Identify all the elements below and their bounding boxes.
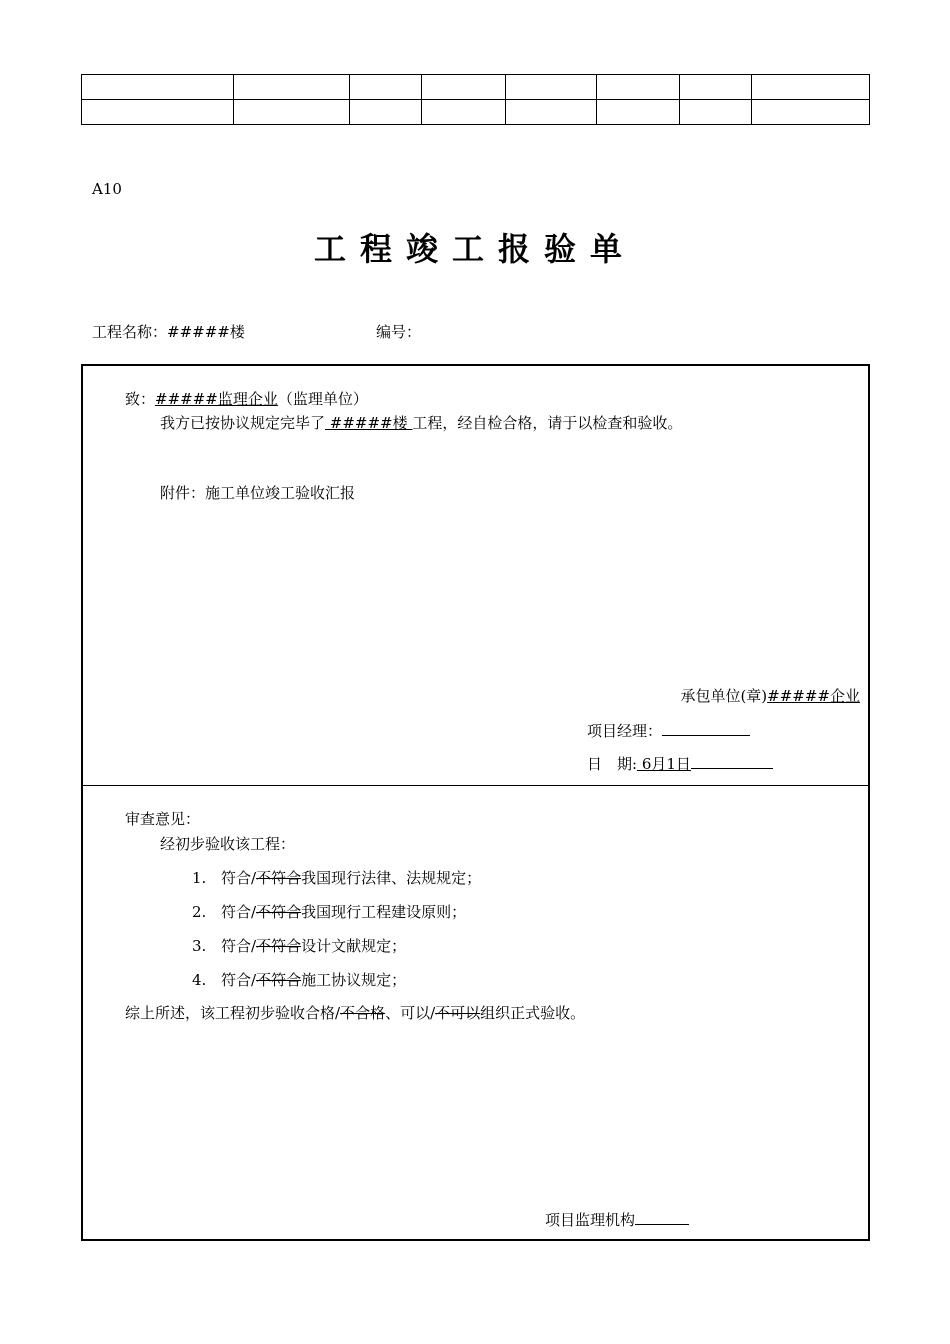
review-item-number: 2. xyxy=(192,903,207,921)
page-title: 工程竣工报验单 xyxy=(313,230,636,268)
section-divider xyxy=(83,785,868,786)
date-blank xyxy=(691,754,773,769)
declaration-suffix: 工程，经自检合格，请于以检查和验收。 xyxy=(412,414,683,432)
project-name-label: 工程名称： xyxy=(92,323,168,341)
struck-option: 不合格 xyxy=(340,1004,386,1022)
declaration-prefix: 我方已按协议规定完毕了 xyxy=(160,414,326,432)
addressee-line xyxy=(125,388,368,409)
date-line xyxy=(587,753,773,774)
attachment-line: 附件：施工单位竣工验收汇报 xyxy=(160,484,356,502)
addressee-value: #####监理企业 xyxy=(155,390,278,408)
supervisor-label: 项目监理机构 xyxy=(545,1211,636,1229)
contractor-line xyxy=(680,685,860,706)
struck-option: 不可以 xyxy=(435,1004,481,1022)
review-item: 4. 符合/不符合施工协议规定； xyxy=(192,971,407,989)
header-grid-row xyxy=(82,75,870,100)
review-item-number: 4. xyxy=(192,971,207,989)
review-item-number: 1. xyxy=(192,869,207,887)
review-conclusion: 综上所述，该工程初步验收合格/不合格、可以/不可以组织正式验收。 xyxy=(125,1004,586,1022)
addressee-label: 致： xyxy=(125,390,156,408)
date-label: 日 期: xyxy=(587,755,638,773)
addressee-suffix: （监理单位） xyxy=(277,390,368,408)
date-value: 6月1日 xyxy=(637,755,691,773)
number-label: 编号： xyxy=(376,323,422,341)
struck-option: 不符合 xyxy=(256,869,302,887)
supervisor-signature-blank xyxy=(635,1210,689,1225)
struck-option: 不符合 xyxy=(256,971,302,989)
review-item: 2. 符合/不符合我国现行工程建设原则； xyxy=(192,903,467,921)
declaration-line xyxy=(160,412,682,433)
review-intro: 经初步验收该工程： xyxy=(160,835,296,853)
contractor-value: #####企业 xyxy=(767,687,860,705)
review-item-number: 3. xyxy=(192,937,207,955)
struck-option: 不符合 xyxy=(256,937,302,955)
review-heading: 审查意见： xyxy=(125,810,201,828)
declaration-project: #####楼 xyxy=(325,414,413,432)
form-box xyxy=(81,364,870,1241)
review-item: 3. 符合/不符合设计文献规定； xyxy=(192,937,407,955)
contractor-label: 承包单位(章) xyxy=(680,687,768,705)
supervisor-line xyxy=(545,1209,689,1230)
form-code: A10 xyxy=(92,180,122,198)
manager-signature-blank xyxy=(662,721,750,736)
manager-label: 项目经理： xyxy=(587,722,663,740)
struck-option: 不符合 xyxy=(256,903,302,921)
project-name-value: #####楼 xyxy=(167,323,245,341)
manager-line xyxy=(587,720,750,741)
project-name-row xyxy=(92,321,245,342)
header-grid xyxy=(81,74,870,125)
header-grid-row xyxy=(82,100,870,125)
review-item: 1. 符合/不符合我国现行法律、法规规定； xyxy=(192,869,482,887)
